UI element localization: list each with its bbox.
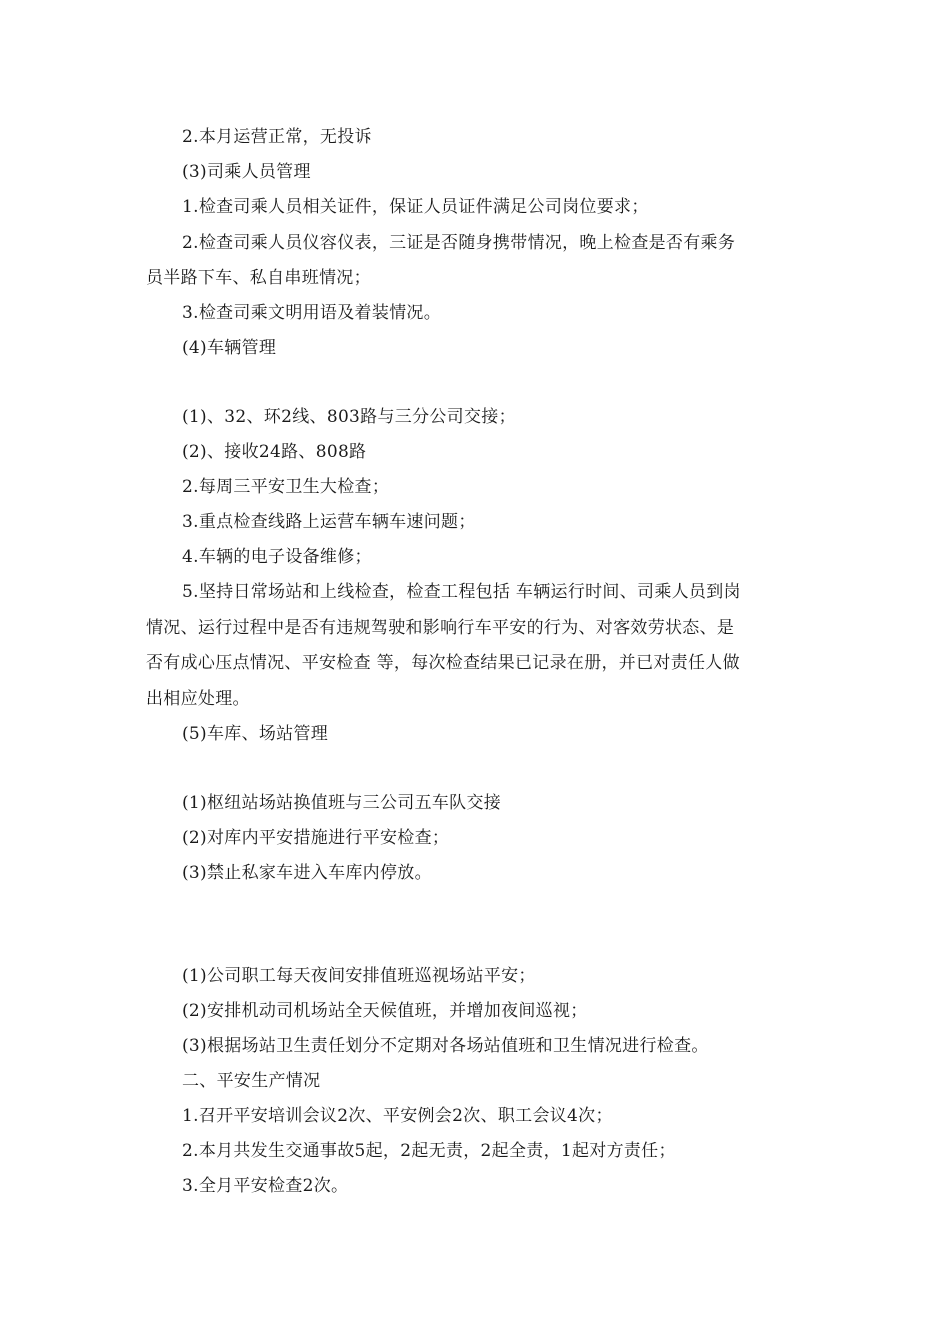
section-heading: (4)车辆管理 bbox=[182, 338, 277, 358]
text-line: 4.车辆的电子设备维修； bbox=[182, 547, 372, 567]
text-line: 1.召开平安培训会议2次、平安例会2次、职工会议4次； bbox=[182, 1106, 613, 1126]
section-heading: (3)司乘人员管理 bbox=[182, 162, 311, 182]
text-line: 否有成心压点情况、平安检查 等，每次检查结果已记录在册，并已对责任人做 bbox=[146, 653, 740, 673]
text-line: (1)、32、环2线、803路与三分公司交接； bbox=[182, 407, 516, 427]
text-line: 1.检查司乘人员相关证件，保证人员证件满足公司岗位要求； bbox=[182, 197, 649, 217]
text-line: 3.重点检查线路上运营车辆车速问题； bbox=[182, 512, 476, 532]
text-line: (3)根据场站卫生责任划分不定期对各场站值班和卫生情况进行检查。 bbox=[182, 1036, 709, 1056]
text-line: 情况、运行过程中是否有违规驾驶和影响行车平安的行为、对客效劳状态、是 bbox=[146, 618, 735, 638]
text-line: 5.坚持日常场站和上线检查，检查工程包括 车辆运行时间、司乘人员到岗 bbox=[182, 582, 741, 602]
text-line: 3.全月平安检查2次。 bbox=[182, 1176, 349, 1196]
text-line: (3)禁止私家车进入车库内停放。 bbox=[182, 863, 432, 883]
text-line: (2)、接收24路、808路 bbox=[182, 442, 367, 462]
text-line: 3.检查司乘文明用语及着装情况。 bbox=[182, 303, 442, 323]
text-line: (1)公司职工每天夜间安排值班巡视场站平安； bbox=[182, 966, 536, 986]
text-line: 员半路下车、私自串班情况； bbox=[146, 268, 371, 288]
text-line: (2)安排机动司机场站全天候值班，并增加夜间巡视； bbox=[182, 1001, 588, 1021]
text-line: (1)枢纽站场站换值班与三公司五车队交接 bbox=[182, 793, 502, 813]
section-heading: (5)车库、场站管理 bbox=[182, 724, 329, 744]
text-line: 2.检查司乘人员仪容仪表，三证是否随身携带情况，晚上检查是否有乘务 bbox=[182, 233, 736, 253]
section-heading: 二、平安生产情况 bbox=[182, 1071, 321, 1091]
text-line: 2.本月共发生交通事故5起，2起无责，2起全责，1起对方责任； bbox=[182, 1141, 676, 1161]
text-line: (2)对库内平安措施进行平安检查； bbox=[182, 828, 450, 848]
text-line: 出相应处理。 bbox=[146, 689, 250, 709]
text-line: 2.本月运营正常，无投诉 bbox=[182, 127, 372, 147]
text-line: 2.每周三平安卫生大检查； bbox=[182, 477, 390, 497]
